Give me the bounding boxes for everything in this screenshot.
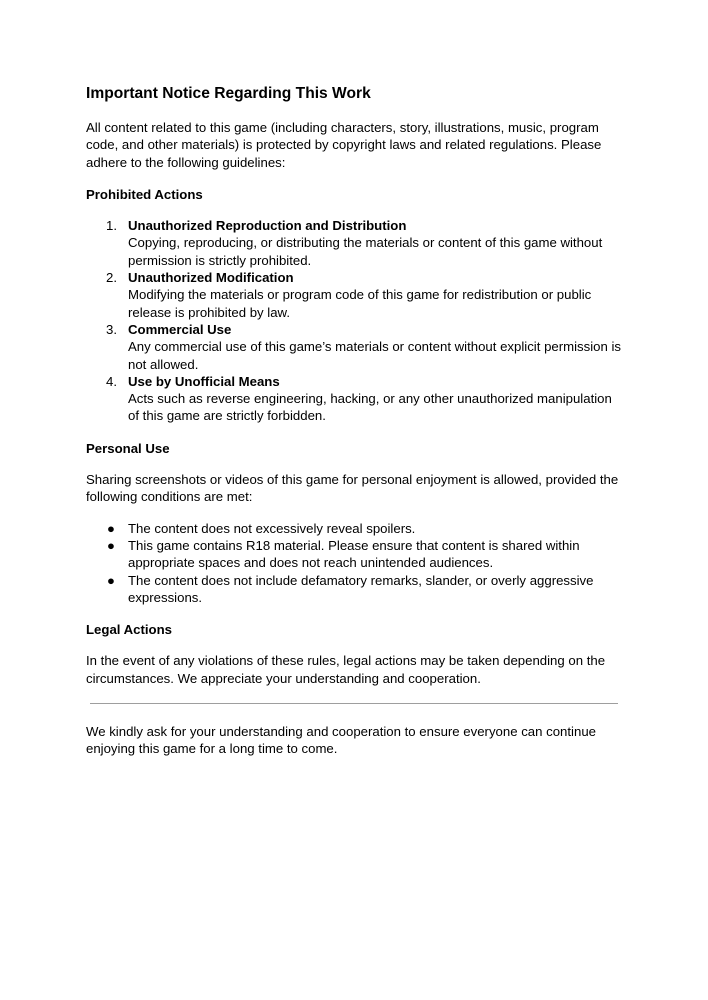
prohibited-actions-list xyxy=(86,217,626,425)
page-title: Important Notice Regarding This Work xyxy=(86,85,371,102)
list-item-description: Modifying the materials or program code of this game for redistribution or public release is prohibited by law. xyxy=(128,287,592,320)
bullet-icon: ● xyxy=(107,537,115,553)
bullet-icon: ● xyxy=(107,572,115,588)
bullet-icon: ● xyxy=(107,520,115,536)
closing-paragraph: We kindly ask for your understanding and cooperation to ensure everyone can continue enjoying this game for a long time to come. xyxy=(86,724,596,757)
list-item-title: Unauthorized Reproduction and Distribution xyxy=(128,218,407,234)
list-item xyxy=(86,520,626,537)
personal-use-heading: Personal Use xyxy=(86,440,170,456)
list-item xyxy=(86,321,626,373)
prohibited-actions-heading: Prohibited Actions xyxy=(86,186,203,202)
list-item-number: 3. xyxy=(106,321,117,337)
list-item-number: 4. xyxy=(106,373,117,389)
condition-text: The content does not include defamatory remarks, slander, or overly aggressive expressions. xyxy=(128,572,594,605)
list-item xyxy=(86,537,626,572)
intro-paragraph: All content related to this game (including characters, story, illustrations, music, program code, and other materials) is protected by copyright laws and related regulations. Please adhere to the following guidelines: xyxy=(86,120,602,170)
list-item xyxy=(86,269,626,321)
list-item xyxy=(86,217,626,269)
condition-text: The content does not excessively reveal spoilers. xyxy=(128,520,416,536)
personal-use-paragraph: Sharing screenshots or videos of this game for personal enjoyment is allowed, provided the following conditions are met: xyxy=(86,472,619,505)
document-body xyxy=(86,84,626,758)
list-item-description: Copying, reproducing, or distributing the materials or content of this game without permission is strictly prohibited. xyxy=(128,235,603,268)
condition-text: This game contains R18 material. Please ensure that content is shared within appropriate spaces and does not reach unintended audiences. xyxy=(128,537,580,571)
list-item-description: Acts such as reverse engineering, hacking, or any other unauthorized manipulation of this game are strictly forbidden. xyxy=(128,391,612,424)
legal-actions-heading: Legal Actions xyxy=(86,622,172,638)
legal-actions-paragraph: In the event of any violations of these rules, legal actions may be taken depending on the circumstances. We appreciate your understanding and cooperation. xyxy=(86,653,606,686)
list-item-title: Unauthorized Modification xyxy=(128,270,294,286)
list-item-number: 1. xyxy=(106,218,117,234)
list-item-title: Commercial Use xyxy=(128,321,232,337)
list-item xyxy=(86,373,626,425)
horizontal-divider xyxy=(90,703,618,704)
list-item-title: Use by Unofficial Means xyxy=(128,373,280,389)
list-item xyxy=(86,572,626,607)
personal-use-conditions xyxy=(86,520,626,606)
list-item-description: Any commercial use of this game’s materials or content without explicit permission is not allowed. xyxy=(128,339,622,372)
list-item-number: 2. xyxy=(106,270,117,286)
